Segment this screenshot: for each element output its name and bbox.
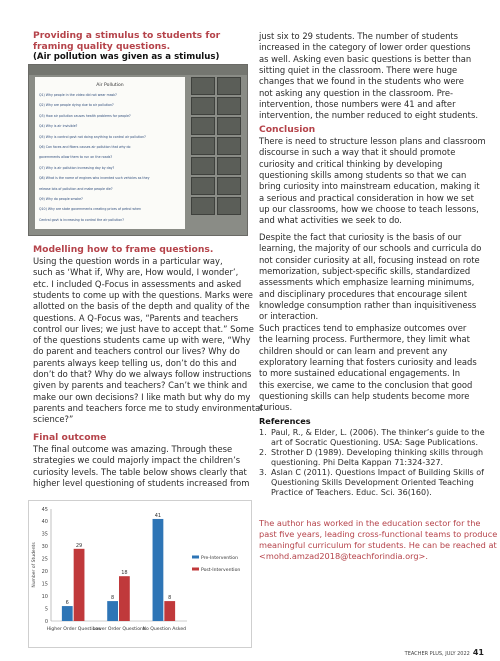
legend-label: Pre-Intervention bbox=[201, 555, 238, 561]
bar bbox=[62, 606, 73, 621]
video-tile bbox=[191, 137, 215, 155]
text-line: Using the question words in a particular way, bbox=[33, 256, 223, 266]
text-line: questioning skills among students so that we can bbox=[259, 169, 467, 180]
page-footer bbox=[405, 648, 484, 657]
legend-label: Post-Intervention bbox=[201, 567, 241, 573]
video-tile bbox=[191, 177, 215, 195]
question-line: Q6) Can faces and fibers causes air pollution that why do bbox=[39, 145, 131, 149]
references-heading: References bbox=[259, 416, 311, 426]
text-line: bring curiosity into mainstream education, making it bbox=[259, 181, 480, 192]
participant-video-strip bbox=[191, 77, 243, 229]
text-line: not asking any question in the classroom. Pre- bbox=[259, 87, 454, 98]
question-line: release lots of pollution and make people die? bbox=[39, 186, 113, 191]
section-heading-modelling: Modelling how to frame questions. bbox=[33, 244, 214, 255]
reference-text: questioning. Phi Delta Kappan 71:324-327. bbox=[271, 458, 444, 467]
reference-number: 2. bbox=[259, 448, 267, 457]
text-line: allotted on the basis of the depth and quality of the bbox=[33, 301, 250, 312]
text-line: this exercise, we came to the conclusion that good bbox=[259, 379, 473, 390]
text-line: The final outcome was amazing. Through these bbox=[33, 444, 233, 454]
text-line: changes that we found in the students who were bbox=[259, 76, 464, 87]
text-line: learning, the majority of our schools and curricula do bbox=[259, 243, 482, 254]
bar bbox=[119, 576, 130, 621]
text-line: There is need to structure lesson plans and classroom bbox=[259, 136, 486, 146]
bar-value-label: 18 bbox=[121, 570, 128, 577]
classroom-screenshot bbox=[28, 64, 248, 236]
x-tick-label: No Question Asked bbox=[142, 627, 187, 632]
text-line: assessments which emphasize learning minimums, bbox=[259, 277, 475, 288]
video-tile bbox=[217, 137, 241, 155]
text-line: science?” bbox=[33, 414, 74, 425]
text-line: control our lives; we just have to accept that.” Some bbox=[33, 323, 254, 334]
reference-number: 3. bbox=[259, 468, 267, 477]
text-line: increased in the category of lower order questions bbox=[259, 42, 471, 53]
x-tick-label: Higher Order Questions bbox=[46, 627, 101, 632]
video-tile bbox=[217, 177, 241, 195]
video-tile bbox=[217, 157, 241, 175]
reference-text: art of Socratic Questioning. USA: Sage Publications. bbox=[271, 438, 479, 447]
bar-value-label: 8 bbox=[168, 595, 172, 602]
reference-text: Strother D (1989). Developing thinking skills through bbox=[271, 448, 484, 457]
video-tile bbox=[217, 97, 241, 115]
text-line: students to come up with the questions. Marks were bbox=[33, 289, 253, 300]
text-line: meaningful curriculum for students. He can be reached at bbox=[259, 540, 497, 550]
section-heading-outcome: Final outcome bbox=[33, 432, 107, 443]
text-line: intervention, those numbers were 41 and after bbox=[259, 98, 456, 109]
video-tile bbox=[217, 197, 241, 215]
text-line: parents and teachers force me to study environmental bbox=[33, 402, 263, 413]
text-line: a serious and practical consideration in how we set bbox=[259, 192, 474, 203]
bar-value-label: 41 bbox=[154, 512, 162, 519]
x-tick-label: Lower Order Questions bbox=[92, 627, 146, 632]
text-line: children should or can learn and prevent any bbox=[259, 345, 448, 356]
reference-text: Aslan C (2011). Questions Impact of Building Skills of bbox=[271, 468, 484, 477]
bar bbox=[153, 519, 164, 621]
text-line: as well. Asking even basic questions is better than bbox=[259, 53, 472, 64]
text-line: just six to 29 students. The number of students bbox=[259, 31, 459, 41]
text-line: questioning skills can help students become more bbox=[259, 390, 470, 401]
text-line: to more sustained educational engagements. In bbox=[259, 368, 461, 379]
y-axis-label: Number of Students bbox=[32, 542, 37, 588]
text-line: given by parents and teachers? Can’t we think and bbox=[33, 380, 248, 391]
text-line: and disciplinary procedures that encourage silent bbox=[259, 288, 467, 299]
text-line: such as ‘What if, Why are, How would, I wonder’, bbox=[33, 267, 239, 278]
screenshot-toolbar bbox=[29, 65, 247, 75]
bar-value-label: 6 bbox=[65, 600, 69, 607]
y-tick-label: 35 bbox=[41, 531, 48, 538]
section-subheading-stimulus: (Air pollution was given as a stimulus) bbox=[33, 52, 220, 62]
question-line: Q7) Why is air pollution increasing day by day? bbox=[39, 165, 115, 170]
question-line: Q9) Why do people smoke? bbox=[39, 197, 83, 201]
text-line: past five years, leading cross-functional teams to produce bbox=[259, 529, 498, 539]
reference-text: Paul, R., & Elder, L. (2006). The thinker’s guide to the bbox=[271, 428, 485, 437]
text-line: Despite the fact that curiosity is the basis of our bbox=[259, 232, 462, 242]
section-heading-conclusion: Conclusion bbox=[259, 124, 316, 135]
text-line: don’t do that? Why do we always follow instructions bbox=[33, 369, 252, 379]
bar bbox=[164, 601, 175, 621]
chart-canvas bbox=[29, 501, 251, 647]
y-tick-label: 20 bbox=[41, 569, 48, 576]
intervention-bar-chart bbox=[28, 500, 252, 648]
y-tick-label: 40 bbox=[41, 519, 48, 526]
publication-name: TEACHER PLUS, JULY 2022 bbox=[404, 651, 470, 657]
text-line: memorization, subject-specific skills, standardized bbox=[259, 265, 471, 276]
section-heading-stimulus: Providing a stimulus to students for framing quality questions. bbox=[33, 30, 221, 52]
y-tick-label: 25 bbox=[41, 556, 48, 563]
reference-text: Practice of Teachers. Educ. Sci. 36(160). bbox=[271, 488, 432, 497]
text-line: of the questions students came up with were, “Why bbox=[33, 335, 251, 346]
question-line: governments allow them to run on the roads? bbox=[39, 155, 113, 160]
shared-document bbox=[35, 77, 185, 229]
text-line: exploratory learning that fosters curiosity and leads bbox=[259, 356, 477, 367]
bar-value-label: 29 bbox=[75, 542, 83, 549]
question-line: Q1) Why people in the video did not wear mask? bbox=[39, 93, 117, 97]
text-line: higher level questioning of students increased from bbox=[33, 477, 250, 488]
text-line: curious. bbox=[259, 402, 293, 413]
text-line: up our classrooms, how we choose to teach lessons, bbox=[259, 203, 479, 214]
bar bbox=[74, 549, 85, 621]
y-tick-label: 30 bbox=[41, 544, 48, 551]
question-line: Q2) Why are people dying due to air pollution? bbox=[39, 103, 114, 108]
text-line: do parent and teachers control our lives? Why do bbox=[33, 346, 240, 357]
y-tick-label: 0 bbox=[44, 618, 48, 625]
video-tile bbox=[191, 157, 215, 175]
y-tick-label: 5 bbox=[44, 606, 48, 613]
question-line: Q3) How air pollution causes health problems for people? bbox=[39, 113, 131, 118]
text-line: Such practices tend to emphasize outcomes over bbox=[259, 323, 467, 333]
text-line: curiosity levels. The table below shows clearly that bbox=[33, 466, 247, 477]
text-line: discourse in such a way that it should promote bbox=[259, 147, 456, 158]
page-number: 41 bbox=[472, 648, 484, 657]
y-tick-label: 15 bbox=[41, 581, 48, 588]
text-line: make our own decisions? I like math but why do my bbox=[33, 391, 251, 402]
bar bbox=[107, 601, 118, 621]
question-line: Central govt is increasing to control the air pollution? bbox=[39, 217, 124, 222]
question-line: Q8) What is the name of engines who invented such vehicles as they bbox=[39, 176, 150, 181]
text-line: parents always keep telling us, don’t do this and bbox=[33, 357, 237, 368]
video-tile bbox=[191, 77, 215, 95]
video-tile bbox=[191, 197, 215, 215]
y-tick-label: 10 bbox=[41, 593, 48, 600]
video-tile bbox=[217, 117, 241, 135]
reference-number: 1. bbox=[259, 428, 267, 437]
text-line: etc. I included Q-Focus in assessments and asked bbox=[33, 278, 242, 289]
question-line: Q5) Why is control govt not doing anything to control air pollution? bbox=[39, 134, 146, 139]
video-tile bbox=[191, 117, 215, 135]
text-line: and what activities we seek to do. bbox=[259, 215, 402, 226]
y-tick-label: 45 bbox=[41, 506, 48, 513]
text-line: the learning process. Furthermore, they limit what bbox=[259, 334, 470, 345]
text-line: not consider curiosity at all, focusing instead on rote bbox=[259, 254, 480, 265]
document-title: Air Pollution bbox=[96, 83, 124, 88]
video-tile bbox=[217, 77, 241, 95]
text-line: The author has worked in the education sector for the bbox=[259, 518, 481, 528]
text-line: knowledge consumption rather than inquisitiveness bbox=[259, 299, 477, 310]
question-line: Q10) Why are state governments creating prices of petrol when bbox=[39, 207, 141, 212]
text-line: curiosity and critical thinking by developing bbox=[259, 158, 443, 169]
text-line: sitting quiet in the classroom. There were huge bbox=[259, 64, 458, 75]
text-line: <mohd.amzad2018@teachforindia.org>. bbox=[259, 551, 429, 561]
text-line: questions. A Q-Focus was, “Parents and teachers bbox=[33, 312, 239, 323]
video-tile bbox=[191, 97, 215, 115]
reference-text: Questioning Skills Development Oriented Teaching bbox=[271, 478, 474, 487]
question-line: Q4) Why is air invisible? bbox=[39, 124, 78, 129]
text-line: strategies we could majorly impact the children’s bbox=[33, 455, 241, 466]
text-line: intervention, the number reduced to eight students. bbox=[259, 110, 478, 121]
bar-value-label: 8 bbox=[111, 595, 115, 602]
text-line: or interaction. bbox=[259, 311, 319, 322]
